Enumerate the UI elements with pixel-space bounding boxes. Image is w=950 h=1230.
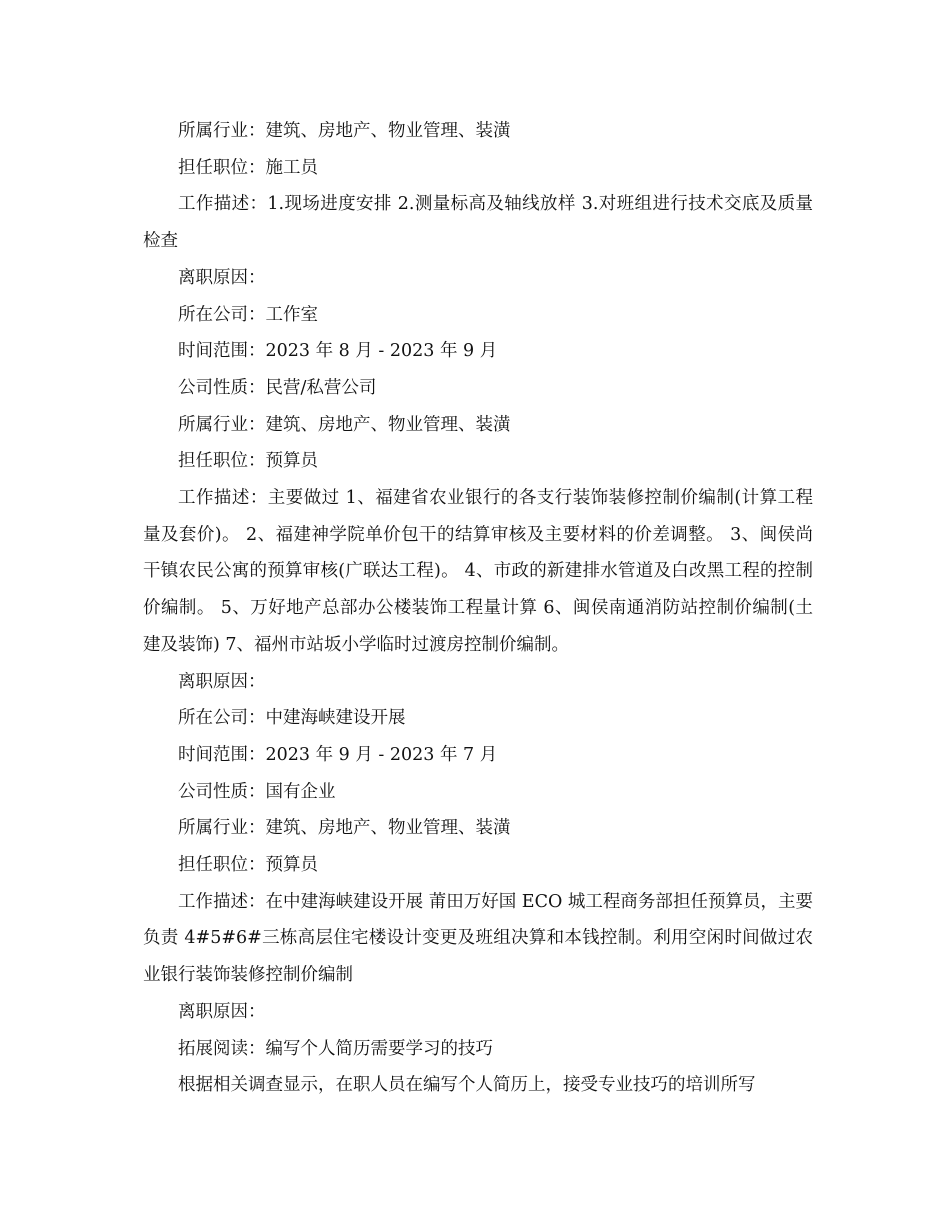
field-value: 中建海峡建设开展	[265, 708, 406, 729]
field-label: 所在公司：	[178, 708, 266, 729]
paragraph-company	[143, 297, 813, 334]
field-label: 担任职位：	[178, 451, 266, 472]
paragraph-industry	[143, 810, 813, 847]
field-label: 时间范围：	[178, 341, 266, 362]
paragraph-body-text	[143, 1067, 813, 1104]
field-label: 离职原因：	[178, 267, 266, 288]
field-label: 公司性质：	[178, 377, 266, 398]
field-label: 工作描述：	[178, 194, 268, 215]
paragraph-industry	[143, 407, 813, 444]
field-value: 建筑、房地产、物业管理、装潢	[265, 414, 511, 435]
paragraph-description	[143, 884, 813, 994]
paragraph-position	[143, 443, 813, 480]
paragraph-leave-reason	[143, 994, 813, 1031]
field-value: 民营/私营公司	[265, 377, 377, 398]
field-value: 工作室	[265, 304, 318, 325]
field-value: 施工员	[265, 157, 318, 178]
field-label: 工作描述：	[178, 488, 268, 509]
paragraph-time-range	[143, 737, 813, 774]
paragraph-company-type	[143, 370, 813, 407]
field-label: 拓展阅读：	[178, 1038, 266, 1059]
paragraph-position	[143, 847, 813, 884]
field-label: 担任职位：	[178, 855, 266, 876]
paragraph-description	[143, 186, 813, 259]
paragraph-position	[143, 150, 813, 187]
field-value: 在中建海峡建设开展 莆田万好国 ECO 城工程商务部担任预算员，主要负责 4#5#6#三栋高层住宅楼设计变更及班组决算和本钱控制。利用空闲时间做过农业银行装饰装修控制价编制	[143, 891, 813, 986]
field-value: 根据相关调查显示，在职人员在编写个人简历上，接受专业技巧的培训所写	[178, 1075, 756, 1096]
field-value: 预算员	[265, 451, 318, 472]
field-value: 1.现场进度安排 2.测量标高及轴线放样 3.对班组进行技术交底及质量检查	[143, 194, 814, 252]
field-value: 建筑、房地产、物业管理、装潢	[265, 818, 511, 839]
field-label: 工作描述：	[178, 891, 266, 912]
paragraph-leave-reason	[143, 664, 813, 701]
field-label: 所属行业：	[178, 121, 266, 141]
paragraph-industry	[143, 113, 813, 150]
field-label: 所在公司：	[178, 304, 266, 325]
field-label: 担任职位：	[178, 157, 266, 178]
field-value: 2023 年 9 月 - 2023 年 7 月	[265, 744, 498, 765]
field-value: 建筑、房地产、物业管理、装潢	[265, 121, 511, 141]
field-label: 所属行业：	[178, 414, 266, 435]
paragraph-extended-reading	[143, 1031, 813, 1068]
field-value: 编写个人简历需要学习的技巧	[265, 1038, 493, 1059]
field-value: 主要做过 1、福建省农业银行的各支行装饰装修控制价编制(计算工程量及套价)。 2、福建神学院单价包干的结算审核及主要材料的价差调整。 3、闽侯尚干镇农民公寓的预算审核(广联达工程)。 4、市政的新建排水管道及白改黑工程的控制价编制。 5、万好地产总部办公楼装饰工程量计算 6、闽侯南通消防站控制价编制(土建及装饰) 7、福州市站坂小学临时过渡房控制价编制。	[143, 488, 814, 655]
paragraph-company	[143, 700, 813, 737]
paragraph-time-range	[143, 333, 813, 370]
field-label: 时间范围：	[178, 744, 266, 765]
field-label: 所属行业：	[178, 818, 266, 839]
field-label: 离职原因：	[178, 671, 266, 692]
paragraph-company-type	[143, 774, 813, 811]
paragraph-description	[143, 480, 813, 664]
field-label: 公司性质：	[178, 781, 266, 802]
field-label: 离职原因：	[178, 1001, 266, 1022]
field-value: 预算员	[265, 855, 318, 876]
field-value: 2023 年 8 月 - 2023 年 9 月	[265, 341, 498, 362]
field-value: 国有企业	[265, 781, 336, 802]
document-body	[143, 113, 813, 1104]
paragraph-leave-reason	[143, 260, 813, 297]
